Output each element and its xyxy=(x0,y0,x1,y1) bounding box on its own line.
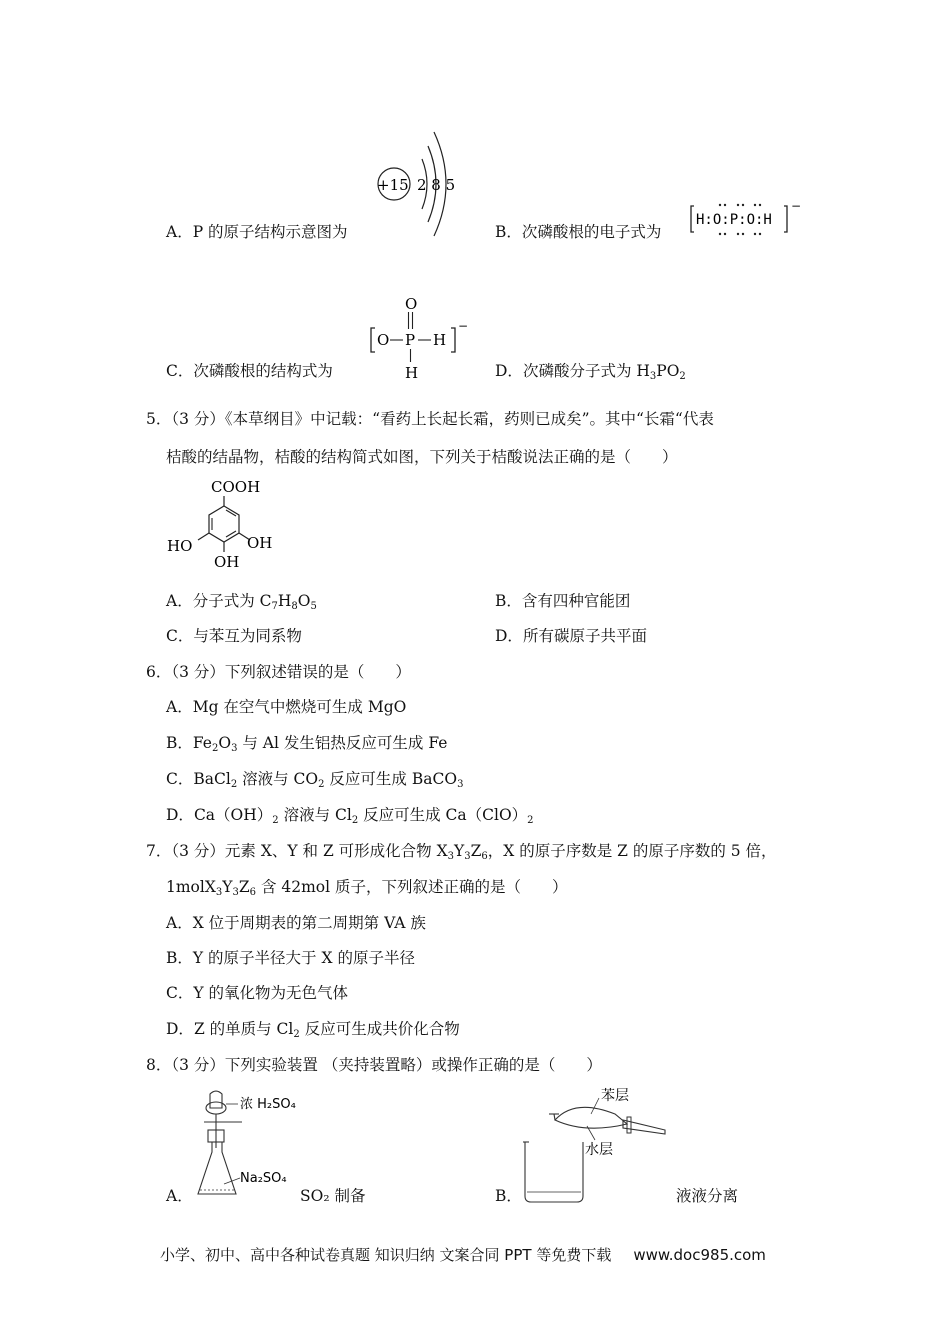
atom-nucleus: +15 xyxy=(377,176,409,194)
q6-stem: 6．（3 分）下列叙述错误的是（ ） xyxy=(146,663,411,681)
bottom-layer-label: 水层 xyxy=(585,1142,613,1158)
struct-o-top: O xyxy=(405,295,418,313)
acid-label: 浓 H₂SO₄ xyxy=(240,1097,296,1112)
hypophosphite-structural-formula xyxy=(365,292,475,382)
struct-h-right: H xyxy=(433,331,447,349)
salt-label: Na₂SO₄ xyxy=(240,1171,287,1186)
mol-oh-bottom: OH xyxy=(214,553,240,571)
q6-option-b[interactable]: B．$Fe_2O_3$ 与 Al 发生铝热反应可生成 Fe xyxy=(166,734,448,754)
q4-option-c[interactable]: C．次磷酸根的结构式为 xyxy=(166,362,333,380)
q4-option-a[interactable]: A．P 的原子结构示意图为 xyxy=(166,223,348,241)
liquid-separation-apparatus xyxy=(515,1084,675,1209)
footer-text: 小学、初中、高中各种试卷真题 知识归纳 文案合同 PPT 等免费下载 xyxy=(160,1246,612,1264)
q8-option-b[interactable]: B． xyxy=(495,1187,522,1205)
page-footer xyxy=(160,1244,766,1265)
lewis-formula: H:O:P:O:H xyxy=(696,212,772,228)
struct-p: P xyxy=(405,331,416,349)
top-layer-label: 苯层 xyxy=(601,1088,629,1104)
hypophosphite-lewis-structure xyxy=(688,196,806,242)
footer-url[interactable]: www.doc985.com xyxy=(633,1246,766,1264)
gallic-acid-structure xyxy=(164,474,284,574)
q6-option-d[interactable]: D．$Ca(OH)_2$ 溶液与 $Cl_2$ 反应可生成 $Ca(ClO)_2$ xyxy=(166,806,534,826)
q5-option-c[interactable]: C．与苯互为同系物 xyxy=(166,627,302,645)
q7-option-b[interactable]: B．Y 的原子半径大于 X 的原子半径 xyxy=(166,949,415,967)
q5-option-b[interactable]: B．含有四种官能团 xyxy=(495,592,631,610)
q6-option-a[interactable]: A．Mg 在空气中燃烧可生成 MgO xyxy=(166,698,407,716)
phosphorus-atom-diagram xyxy=(372,124,472,242)
q7-option-d[interactable]: D．Z 的单质与 $Cl_2$ 反应可生成共价化合物 xyxy=(166,1020,460,1040)
mol-oh-right: OH xyxy=(247,534,273,552)
q8-stem: 8．（3 分）下列实验装置 （夹持装置略）或操作正确的是（ ） xyxy=(146,1056,602,1074)
mol-ho-left: HO xyxy=(167,537,193,555)
q8-option-a-label: SO₂ 制备 xyxy=(300,1187,366,1205)
atom-shells: 2 8 5 xyxy=(417,176,456,194)
q5-option-a[interactable]: A．分子式为 $C_7H_8O_5$ xyxy=(166,592,317,612)
q7-stem-line2: $1molX_3Y_3Z_6$ 含 42mol 质子，下列叙述正确的是（ ） xyxy=(166,878,568,898)
struct-o-left: O xyxy=(377,331,390,349)
q5-stem-line2: 桔酸的结晶物，桔酸的结构简式如图，下列关于桔酸说法正确的是（ ） xyxy=(166,448,678,466)
mol-cooh: COOH xyxy=(211,478,261,496)
q8-option-a[interactable]: A． xyxy=(166,1187,193,1205)
q6-option-c[interactable]: C．BaCl$_2$ 溶液与 $CO_2$ 反应可生成 BaCO$_3$ xyxy=(166,770,464,790)
q5-option-d[interactable]: D．所有碳原子共平面 xyxy=(495,627,647,645)
q5-stem-line1: 5．（3 分）《本草纲目》中记载：“看药上长起长霜，药则已成矣”。其中“长霜“代表 xyxy=(146,410,714,428)
q7-option-c[interactable]: C．Y 的氧化物为无色气体 xyxy=(166,984,349,1002)
q4-option-d[interactable]: D．次磷酸分子式为 $H_3PO_2$ xyxy=(495,362,686,382)
q8-option-b-label: 液液分离 xyxy=(676,1187,739,1205)
lewis-charge: − xyxy=(791,199,802,213)
q7-option-a[interactable]: A．X 位于周期表的第二周期第 VA 族 xyxy=(166,914,426,932)
struct-charge: − xyxy=(458,319,469,333)
q4-option-b[interactable]: B．次磷酸根的电子式为 xyxy=(495,223,662,241)
struct-h-bottom: H xyxy=(405,364,419,382)
q7-stem-line1: 7．（3 分）元素 X、Y 和 Z 可形成化合物 $X_3Y_3Z_6$，X 的原子序数是 Z 的原子序数的 5 倍， xyxy=(146,842,777,862)
